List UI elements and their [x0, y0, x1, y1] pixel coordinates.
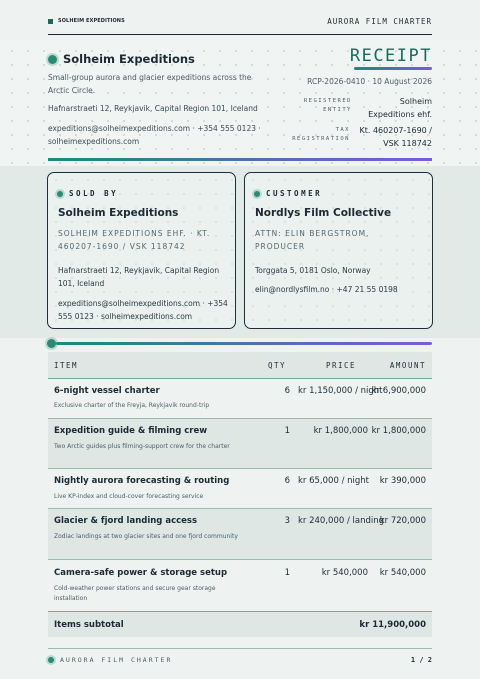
customer-name: Nordlys Film Collective — [255, 207, 392, 219]
item-name: Nightly aurora forecasting & routing — [54, 476, 230, 486]
subtotal-label: Items subtotal — [54, 620, 124, 630]
seller-name: Solheim Expeditions — [58, 207, 179, 219]
item-name: 6-night vessel charter — [54, 386, 160, 396]
top-divider — [48, 34, 432, 35]
item-name: Glacier & fjord landing access — [54, 516, 198, 526]
item-desc: Cold-weather power stations and secure gear storage installation — [54, 585, 216, 602]
table-row — [48, 560, 432, 610]
item-qty: 6 — [284, 386, 290, 396]
item-price: kr 540,000 — [321, 568, 368, 578]
table-header — [48, 352, 432, 379]
page-number: 1 / 2 — [410, 656, 432, 664]
issuer-tagline: Small-group aurora and glacier expeditions across the Arctic Circle. — [48, 73, 252, 95]
item-qty: 1 — [284, 426, 290, 436]
table-row — [48, 469, 432, 509]
item-desc: Live KP-index and cloud-cover forecasting service — [54, 493, 204, 500]
brand-square-icon — [48, 19, 53, 24]
customer-heading — [254, 189, 322, 198]
customer-heading-text: CUSTOMER — [266, 189, 323, 198]
header-gradient-rule — [48, 158, 432, 161]
item-qty: 3 — [284, 516, 290, 526]
items-divider — [56, 342, 432, 345]
table-row — [48, 379, 432, 419]
issuer-address: Hafnarstraeti 12, Reykjavik, Capital Region 101, Iceland — [48, 104, 258, 113]
document-kind: AURORA FILM CHARTER — [327, 17, 432, 26]
item-price: kr 240,000 / landing — [298, 516, 385, 526]
brand-dot-icon — [48, 55, 57, 64]
item-qty: 1 — [284, 568, 290, 578]
top-strip — [0, 0, 480, 36]
entity-value: Solheim Expeditions ehf. — [368, 97, 432, 119]
item-amount: kr 1,800,000 — [371, 426, 426, 436]
parties-section — [0, 166, 480, 338]
divider-dot-icon — [47, 339, 56, 348]
brand-mini-text: SOLHEIM EXPEDITIONS — [58, 18, 125, 24]
customer-card — [244, 172, 433, 329]
sold-by-heading — [57, 189, 118, 198]
issuer-name: Solheim Expeditions — [63, 52, 195, 66]
receipt-title: RECEIPT — [349, 46, 432, 66]
receipt-number-date: RCP-2026-0410 · 10 August 2026 — [307, 77, 432, 86]
col-qty: QTY — [268, 361, 287, 370]
seller-legal: SOLHEIM EXPEDITIONS EHF. · KT. 460207-1690 / VSK 118742 — [58, 229, 211, 251]
item-price: kr 1,150,000 / night — [298, 386, 383, 396]
issuer-logo — [48, 52, 195, 66]
tax-value: Kt. 460207-1690 / VSK 118742 — [359, 126, 432, 148]
item-desc: Zodiac landings at two glacier sites and one fjord community — [54, 533, 238, 540]
col-item: ITEM — [54, 361, 79, 370]
entity-label: REGISTERED ENTITY — [303, 98, 352, 113]
item-desc: Two Arctic guides plus filming-support crew for the charter — [54, 443, 230, 450]
subtotal-row — [48, 611, 432, 637]
receipt-header — [0, 40, 480, 166]
brand-mini — [48, 18, 125, 24]
footer-rule — [48, 648, 432, 649]
footer-brand — [48, 656, 172, 664]
col-price: PRICE — [326, 361, 357, 370]
footer-label: AURORA FILM CHARTER — [60, 656, 173, 664]
customer-attn: ATTN: ELIN BERGSTROM, PRODUCER — [255, 229, 370, 251]
item-desc: Exclusive charter of the Freyja, Reykjavik round-trip — [54, 402, 210, 409]
item-amount: kr 6,900,000 — [371, 386, 426, 396]
section-dot-icon — [57, 191, 63, 197]
line-items-table — [48, 352, 432, 610]
col-amount: AMOUNT — [389, 361, 426, 370]
sold-by-heading-text: SOLD BY — [69, 189, 119, 198]
item-amount: kr 720,000 — [379, 516, 426, 526]
issuer-contact: expeditions@solheimexpeditions.com · +354 555 0123 · solheimexpeditions.com — [48, 124, 261, 146]
subtotal-value: kr 11,900,000 — [359, 620, 426, 630]
section-dot-icon — [254, 191, 260, 197]
item-amount: kr 390,000 — [379, 476, 426, 486]
seller-address: Hafnarstraeti 12, Reykjavik, Capital Region 101, Iceland — [58, 266, 220, 288]
sold-by-card — [47, 172, 236, 329]
table-row — [48, 419, 432, 469]
customer-contact: elin@nordlysfilm.no · +47 21 55 0198 — [255, 285, 398, 294]
item-amount: kr 540,000 — [379, 568, 426, 578]
item-price: kr 65,000 / night — [298, 476, 369, 486]
tax-label: TAX REGISTRATION — [292, 127, 350, 142]
customer-address: Torggata 5, 0181 Oslo, Norway — [255, 266, 371, 275]
item-name: Camera-safe power & storage setup — [54, 568, 228, 578]
table-row — [48, 509, 432, 560]
item-qty: 6 — [284, 476, 290, 486]
item-price: kr 1,800,000 — [313, 426, 368, 436]
title-accent-bar — [354, 67, 432, 70]
seller-contact: expeditions@solheimexpeditions.com · +354 555 0123 · solheimexpeditions.com — [58, 299, 228, 321]
item-name: Expedition guide & filming crew — [54, 426, 208, 436]
footer-dot-icon — [48, 657, 54, 663]
